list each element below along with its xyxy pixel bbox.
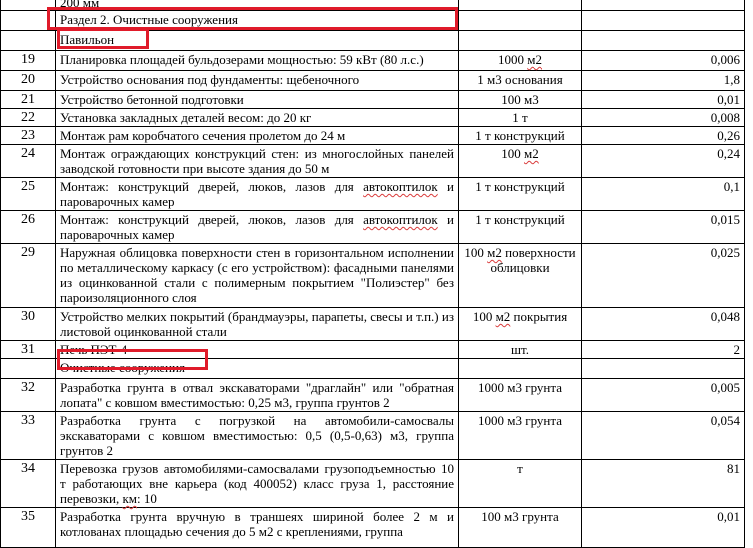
table-row	[1, 211, 745, 244]
description-text: Монтаж: конструкций дверей, люков, лазов для	[60, 179, 364, 194]
spellcheck-word: м2	[524, 146, 539, 161]
quantity: 0,015	[582, 211, 745, 244]
row-number: 25	[1, 178, 56, 211]
unit-of-measure	[459, 508, 582, 548]
subsection-title-pavilion: Павильон	[56, 31, 459, 51]
unit-text: 1 т конструкций	[475, 128, 565, 143]
table-row	[1, 51, 745, 71]
quantity: 0,24	[582, 145, 745, 178]
work-description: Разработка грунта в отвал экскаваторами "драглайн" или "обратная лопата" с ковшом вместимостью: 0,25 м3, группа грунтов 2	[56, 379, 459, 412]
work-description: Устройство основания под фундаменты: щебеночного	[56, 71, 459, 91]
unit-text: 1 т	[512, 110, 528, 125]
quantity: 2	[582, 341, 745, 359]
table-row	[1, 460, 745, 508]
empty-cell	[459, 359, 582, 379]
subsection-row	[1, 31, 745, 51]
row-number: 19	[1, 51, 56, 71]
work-description: Печь ПЭТ-4	[56, 341, 459, 359]
unit-text: 100 м3	[501, 92, 539, 107]
work-description: Планировка площадей бульдозерами мощностью: 59 кВт (80 л.с.)	[56, 51, 459, 71]
work-description	[56, 178, 459, 211]
table-row	[1, 0, 745, 11]
cut-off-text: 200 мм	[56, 0, 459, 11]
row-number: 34	[1, 460, 56, 508]
work-description: Разработка грунта вручную в траншеях шириной более 2 м и котлованах площадью сечения до 5 м2 с креплениями, группа	[56, 508, 459, 548]
work-description: Монтаж ограждающих конструкций стен: из многослойных панелей заводской готовности при высоте здания до 50 м	[56, 145, 459, 178]
unit-of-measure	[459, 379, 582, 412]
row-number: 33	[1, 412, 56, 460]
work-description	[56, 211, 459, 244]
table-row	[1, 178, 745, 211]
unit-text: 100	[501, 146, 524, 161]
unit-text: поверхности облицовки	[490, 245, 576, 275]
unit-text: шт.	[511, 342, 529, 357]
section-title: Раздел 2. Очистные сооружения	[56, 11, 459, 31]
work-description: Устройство бетонной подготовки	[56, 91, 459, 109]
unit-of-measure	[459, 145, 582, 178]
subsection-row	[1, 359, 745, 379]
quantity: 0,054	[582, 412, 745, 460]
section-row	[1, 11, 745, 31]
work-description: Разработка грунта с погрузкой на автомобили-самосвалы экскаваторами с ковшом вместимостью: 0,5 (0,5-0,63) м3, группа грунтов 2	[56, 412, 459, 460]
table-row	[1, 91, 745, 109]
unit-of-measure	[459, 412, 582, 460]
description-text: и пароварочных камер	[60, 179, 454, 209]
unit-text: 100 м3 грунта	[481, 509, 559, 524]
table-row	[1, 379, 745, 412]
work-description: Устройство мелких покрытий (брандмауэры, парапеты, свесы и т.п.) из листовой оцинкованной стали	[56, 308, 459, 341]
unit-text: 100	[472, 309, 496, 324]
table-row	[1, 308, 745, 341]
quantity: 0,008	[582, 109, 745, 127]
unit-text: 1000	[498, 52, 528, 67]
row-number: 35	[1, 508, 56, 548]
unit-of-measure	[459, 127, 582, 145]
unit-text: покрытия	[510, 309, 568, 324]
estimate-table-body	[1, 0, 745, 548]
quantity: 0,006	[582, 51, 745, 71]
unit-text: 1 т конструкций	[475, 179, 565, 194]
unit-of-measure	[459, 341, 582, 359]
work-description: Установка закладных деталей весом: до 20 кг	[56, 109, 459, 127]
unit-of-measure	[459, 91, 582, 109]
spellcheck-word: км	[122, 491, 138, 506]
quantity: 0,005	[582, 379, 745, 412]
spellcheck-word: м2	[487, 245, 502, 260]
unit-text: 1 м3 основания	[477, 72, 563, 87]
spellcheck-word: автокоптилок	[363, 179, 438, 194]
table-row	[1, 341, 745, 359]
spellcheck-word: м2	[527, 52, 542, 67]
table-row	[1, 109, 745, 127]
row-number: 32	[1, 379, 56, 412]
subsection-title-treatment: Очистные сооружения	[56, 359, 459, 379]
unit-of-measure	[459, 244, 582, 308]
unit-of-measure	[459, 109, 582, 127]
row-number: 26	[1, 211, 56, 244]
description-text: Перевозка грузов автомобилями-самосвалами грузоподъемностью 10 т работающих вне карьера (код 400052) класс груза 1, расстояние перевозки,	[60, 461, 454, 506]
row-number: 22	[1, 109, 56, 127]
quantity: 1,8	[582, 71, 745, 91]
unit-of-measure	[459, 308, 582, 341]
quantity: 0,01	[582, 508, 745, 548]
unit-text: 1000 м3 грунта	[478, 413, 562, 428]
unit-text: 1 т конструкций	[475, 212, 565, 227]
empty-cell	[1, 359, 56, 379]
quantity: 0,1	[582, 178, 745, 211]
unit-of-measure	[459, 211, 582, 244]
unit-of-measure	[459, 460, 582, 508]
quantity: 0,048	[582, 308, 745, 341]
description-text: : 10	[137, 491, 157, 506]
spellcheck-word: автокоптилок	[363, 212, 438, 227]
unit-text: 1000 м3 грунта	[478, 380, 562, 395]
empty-cell	[582, 359, 745, 379]
table-row	[1, 508, 745, 548]
table-row	[1, 145, 745, 178]
quantity: 0,01	[582, 91, 745, 109]
row-number: 23	[1, 127, 56, 145]
row-number: 31	[1, 341, 56, 359]
quantity: 0,26	[582, 127, 745, 145]
unit-of-measure	[459, 51, 582, 71]
work-description	[56, 460, 459, 508]
row-number: 24	[1, 145, 56, 178]
row-number: 30	[1, 308, 56, 341]
work-description: Монтаж рам коробчатого сечения пролетом до 24 м	[56, 127, 459, 145]
table-row	[1, 412, 745, 460]
quantity: 81	[582, 460, 745, 508]
table-row	[1, 71, 745, 91]
description-text: и пароварочных камер	[60, 212, 454, 242]
quantity: 0,025	[582, 244, 745, 308]
table-row	[1, 127, 745, 145]
description-text: Монтаж: конструкций дверей, люков, лазов для	[60, 212, 364, 227]
unit-text: т	[517, 461, 523, 476]
row-number: 29	[1, 244, 56, 308]
unit-of-measure	[459, 71, 582, 91]
row-number: 21	[1, 91, 56, 109]
unit-text: 100	[464, 245, 488, 260]
table-row	[1, 244, 745, 308]
unit-of-measure	[459, 178, 582, 211]
work-description: Наружная облицовка поверхности стен в горизонтальном исполнении по металлическому каркасу (с его устройством): фасадными панелями из оцинкованной стали с полимерным покрытием "Полиэстер" без пароизоляционного слоя	[56, 244, 459, 308]
row-number: 20	[1, 71, 56, 91]
spellcheck-word: м2	[495, 309, 511, 324]
